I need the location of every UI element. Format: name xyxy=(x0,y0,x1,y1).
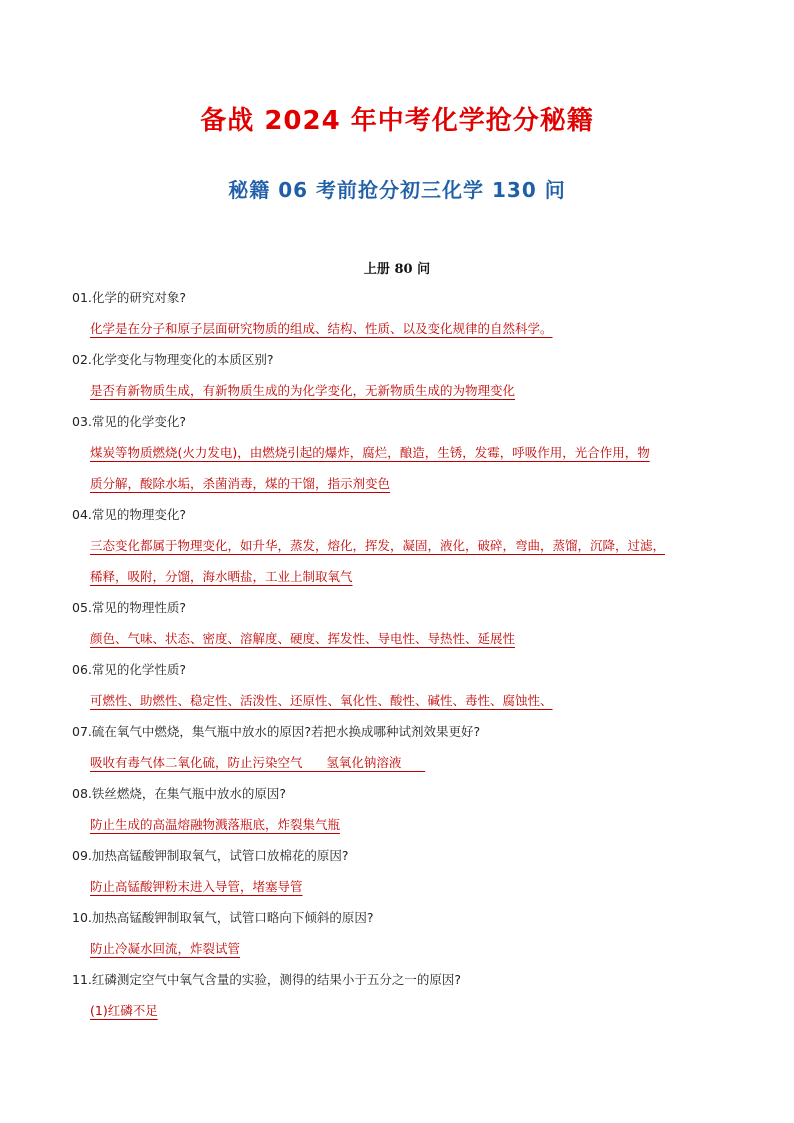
qa-item xyxy=(72,592,752,654)
answer: 吸收有毒气体二氧化硫，防止污染空气 氢氧化钠溶液 xyxy=(90,755,426,770)
question: 03.常见的化学变化? xyxy=(72,414,187,429)
question: 09.加热高锰酸钾制取氧气，试管口放棉花的原因? xyxy=(72,848,349,863)
answer: 三态变化都属于物理变化，如升华，蒸发，熔化，挥发，凝固，液化，破碎，弯曲，蒸馏，沉降，过滤， xyxy=(90,538,666,553)
answer: 防止生成的高温熔融物溅落瓶底，炸裂集气瓶 xyxy=(90,817,341,832)
answer-continued: 稀释，吸附，分馏，海水晒盐，工业上制取氧气 xyxy=(90,569,353,584)
qa-item xyxy=(72,499,752,592)
question: 07.硫在氧气中燃烧，集气瓶中放水的原因?若把水换成哪种试剂效果更好? xyxy=(72,724,481,739)
answer: 颜色、气味、状态、密度、溶解度、硬度、挥发性、导电性、导热性、延展性 xyxy=(90,631,516,646)
document-title: 备战 2024 年中考化学抢分秘籍 xyxy=(200,106,594,136)
qa-item xyxy=(72,716,752,778)
answer: 化学是在分子和原子层面研究物质的组成、结构、性质、以及变化规律的自然科学。 xyxy=(90,321,553,336)
section-heading: 上册 80 问 xyxy=(363,262,431,277)
question: 10.加热高锰酸钾制取氧气，试管口略向下倾斜的原因? xyxy=(72,910,374,925)
answer: 可燃性、助燃性、稳定性、活泼性、还原性、氧化性、酸性、碱性、毒性、腐蚀性、 xyxy=(90,693,553,708)
qa-item xyxy=(72,282,752,344)
question: 02.化学变化与物理变化的本质区别? xyxy=(72,352,274,367)
qa-item xyxy=(72,840,752,902)
answer: 防止高锰酸钾粉末进入导管，堵塞导管 xyxy=(90,879,303,894)
qa-item xyxy=(72,344,752,406)
question: 05.常见的物理性质? xyxy=(72,600,187,615)
qa-item xyxy=(72,778,752,840)
answer: (1)红磷不足 xyxy=(90,1003,158,1018)
qa-list xyxy=(72,282,752,1026)
qa-item xyxy=(72,902,752,964)
answer-continued: 质分解，酸除水垢，杀菌消毒，煤的干馏，指示剂变色 xyxy=(90,476,391,491)
question: 06.常见的化学性质? xyxy=(72,662,187,677)
qa-item xyxy=(72,964,752,1026)
question: 08.铁丝燃烧，在集气瓶中放水的原因? xyxy=(72,786,287,801)
question: 01.化学的研究对象? xyxy=(72,290,187,305)
answer: 是否有新物质生成，有新物质生成的为化学变化，无新物质生成的为物理变化 xyxy=(90,383,516,398)
question: 04.常见的物理变化? xyxy=(72,507,187,522)
document-subtitle: 秘籍 06 考前抢分初三化学 130 问 xyxy=(228,178,566,202)
qa-item xyxy=(72,654,752,716)
answer: 煤炭等物质燃烧(火力发电)，由燃烧引起的爆炸，腐烂，酿造，生锈，发霉，呼吸作用，光合作用，物 xyxy=(90,445,650,460)
answer: 防止冷凝水回流，炸裂试管 xyxy=(90,941,241,956)
qa-item xyxy=(72,406,752,499)
question: 11.红磷测定空气中氧气含量的实验，测得的结果小于五分之一的原因? xyxy=(72,972,462,987)
